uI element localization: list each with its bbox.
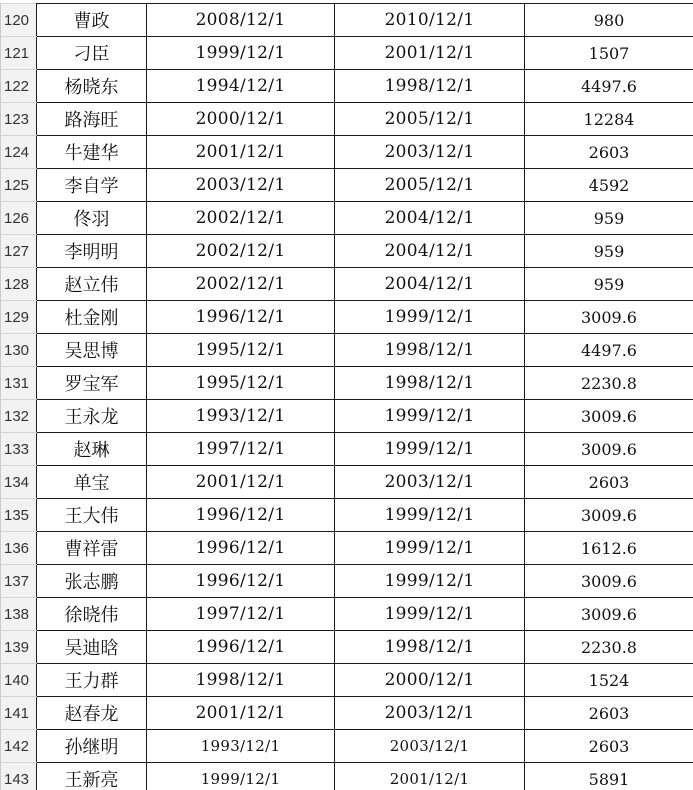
start-date-cell[interactable]: 1996/12/1	[147, 301, 335, 334]
start-date-cell[interactable]: 1997/12/1	[147, 433, 335, 466]
table-row	[1, 697, 693, 730]
name-cell[interactable]: 王永龙	[37, 400, 147, 433]
amount-cell[interactable]: 2603	[525, 136, 693, 169]
amount-cell[interactable]: 2603	[525, 697, 693, 730]
end-date-cell[interactable]: 1999/12/1	[335, 400, 525, 433]
table-row	[1, 136, 693, 169]
name-cell[interactable]: 李自学	[37, 169, 147, 202]
name-cell[interactable]: 张志鹏	[37, 565, 147, 598]
amount-cell[interactable]: 959	[525, 235, 693, 268]
start-date-cell[interactable]: 1998/12/1	[147, 664, 335, 697]
end-date-cell[interactable]: 1999/12/1	[335, 301, 525, 334]
row-header[interactable]: 124	[1, 136, 37, 169]
table-row	[1, 301, 693, 334]
row-header[interactable]: 142	[1, 730, 37, 763]
name-cell[interactable]: 单宝	[37, 466, 147, 499]
end-date-cell[interactable]: 2005/12/1	[335, 169, 525, 202]
name-cell[interactable]: 吴迪晗	[37, 631, 147, 664]
amount-cell[interactable]: 4497.6	[525, 70, 693, 103]
name-cell[interactable]: 曹祥雷	[37, 532, 147, 565]
amount-cell[interactable]: 3009.6	[525, 400, 693, 433]
table-row	[1, 565, 693, 598]
end-date-cell[interactable]: 2004/12/1	[335, 235, 525, 268]
table-row	[1, 4, 693, 37]
end-date-cell[interactable]: 2003/12/1	[335, 136, 525, 169]
row-header[interactable]: 140	[1, 664, 37, 697]
table-row	[1, 532, 693, 565]
amount-cell[interactable]: 3009.6	[525, 433, 693, 466]
end-date-cell[interactable]: 2003/12/1	[335, 697, 525, 730]
end-date-cell[interactable]: 1999/12/1	[335, 565, 525, 598]
table-row	[1, 631, 693, 664]
row-header[interactable]: 141	[1, 697, 37, 730]
name-cell[interactable]: 牛建华	[37, 136, 147, 169]
start-date-cell[interactable]: 2000/12/1	[147, 103, 335, 136]
end-date-cell[interactable]: 1998/12/1	[335, 631, 525, 664]
start-date-cell[interactable]: 1996/12/1	[147, 565, 335, 598]
table-row	[1, 202, 693, 235]
table-row	[1, 37, 693, 70]
amount-cell[interactable]: 1524	[525, 664, 693, 697]
end-date-cell[interactable]: 1999/12/1	[335, 433, 525, 466]
row-header[interactable]: 132	[1, 400, 37, 433]
end-date-cell[interactable]: 2000/12/1	[335, 664, 525, 697]
amount-cell[interactable]: 2603	[525, 730, 693, 763]
start-date-cell[interactable]: 2003/12/1	[147, 169, 335, 202]
table-row	[1, 169, 693, 202]
start-date-cell[interactable]: 1996/12/1	[147, 499, 335, 532]
amount-cell[interactable]: 3009.6	[525, 301, 693, 334]
start-date-cell[interactable]: 1995/12/1	[147, 334, 335, 367]
row-header[interactable]: 131	[1, 367, 37, 400]
row-header[interactable]: 127	[1, 235, 37, 268]
end-date-cell[interactable]: 1998/12/1	[335, 334, 525, 367]
name-cell[interactable]: 杜金刚	[37, 301, 147, 334]
row-header[interactable]: 134	[1, 466, 37, 499]
table-row	[1, 70, 693, 103]
table-row	[1, 466, 693, 499]
end-date-cell[interactable]: 1998/12/1	[335, 70, 525, 103]
row-header[interactable]: 125	[1, 169, 37, 202]
start-date-cell[interactable]: 2001/12/1	[147, 136, 335, 169]
row-header[interactable]: 129	[1, 301, 37, 334]
start-date-cell[interactable]: 2002/12/1	[147, 268, 335, 301]
row-header[interactable]: 128	[1, 268, 37, 301]
amount-cell[interactable]: 4497.6	[525, 334, 693, 367]
name-cell[interactable]: 王新亮	[37, 763, 147, 790]
row-header[interactable]: 138	[1, 598, 37, 631]
name-cell[interactable]: 刁臣	[37, 37, 147, 70]
end-date-cell[interactable]: 1999/12/1	[335, 532, 525, 565]
amount-cell[interactable]: 4592	[525, 169, 693, 202]
amount-cell[interactable]: 3009.6	[525, 565, 693, 598]
start-date-cell[interactable]: 2001/12/1	[147, 697, 335, 730]
name-cell[interactable]: 王力群	[37, 664, 147, 697]
row-header[interactable]: 139	[1, 631, 37, 664]
table-row	[1, 664, 693, 697]
amount-cell[interactable]: 1612.6	[525, 532, 693, 565]
name-cell[interactable]: 路海旺	[37, 103, 147, 136]
row-header[interactable]: 120	[1, 4, 37, 37]
start-date-cell[interactable]: 1996/12/1	[147, 631, 335, 664]
row-header[interactable]: 123	[1, 103, 37, 136]
table-row	[1, 400, 693, 433]
table-row	[1, 730, 693, 763]
start-date-cell[interactable]: 2002/12/1	[147, 202, 335, 235]
amount-cell[interactable]: 3009.6	[525, 499, 693, 532]
start-date-cell[interactable]: 1999/12/1	[147, 763, 335, 790]
start-date-cell[interactable]: 1995/12/1	[147, 367, 335, 400]
amount-cell[interactable]: 959	[525, 268, 693, 301]
name-cell[interactable]: 赵春龙	[37, 697, 147, 730]
name-cell[interactable]: 赵立伟	[37, 268, 147, 301]
end-date-cell[interactable]: 1999/12/1	[335, 598, 525, 631]
row-header[interactable]: 143	[1, 763, 37, 790]
start-date-cell[interactable]: 2001/12/1	[147, 466, 335, 499]
name-cell[interactable]: 杨晓东	[37, 70, 147, 103]
amount-cell[interactable]: 980	[525, 4, 693, 37]
amount-cell[interactable]: 3009.6	[525, 598, 693, 631]
end-date-cell[interactable]: 2004/12/1	[335, 202, 525, 235]
amount-cell[interactable]: 959	[525, 202, 693, 235]
row-header[interactable]: 133	[1, 433, 37, 466]
data-table	[0, 3, 693, 790]
end-date-cell[interactable]: 2001/12/1	[335, 37, 525, 70]
name-cell[interactable]: 赵琳	[37, 433, 147, 466]
table-row	[1, 367, 693, 400]
start-date-cell[interactable]: 1999/12/1	[147, 37, 335, 70]
end-date-cell[interactable]: 2004/12/1	[335, 268, 525, 301]
start-date-cell[interactable]: 1993/12/1	[147, 400, 335, 433]
name-cell[interactable]: 王大伟	[37, 499, 147, 532]
end-date-cell[interactable]: 2001/12/1	[335, 763, 525, 790]
table-row	[1, 598, 693, 631]
table-body	[1, 4, 693, 790]
start-date-cell[interactable]: 1993/12/1	[147, 730, 335, 763]
start-date-cell[interactable]: 1996/12/1	[147, 532, 335, 565]
end-date-cell[interactable]: 2010/12/1	[335, 4, 525, 37]
table-row	[1, 499, 693, 532]
end-date-cell[interactable]: 1998/12/1	[335, 367, 525, 400]
name-cell[interactable]: 罗宝军	[37, 367, 147, 400]
start-date-cell[interactable]: 2008/12/1	[147, 4, 335, 37]
start-date-cell[interactable]: 1994/12/1	[147, 70, 335, 103]
name-cell[interactable]: 曹政	[37, 4, 147, 37]
name-cell[interactable]: 佟羽	[37, 202, 147, 235]
row-header[interactable]: 122	[1, 70, 37, 103]
amount-cell[interactable]: 5891	[525, 763, 693, 790]
amount-cell[interactable]: 12284	[525, 103, 693, 136]
table-row	[1, 103, 693, 136]
table-row	[1, 235, 693, 268]
row-header[interactable]: 136	[1, 532, 37, 565]
row-header[interactable]: 137	[1, 565, 37, 598]
row-header[interactable]: 135	[1, 499, 37, 532]
end-date-cell[interactable]: 1999/12/1	[335, 499, 525, 532]
name-cell[interactable]: 李明明	[37, 235, 147, 268]
table-row	[1, 763, 693, 790]
end-date-cell[interactable]: 2003/12/1	[335, 466, 525, 499]
table-row	[1, 268, 693, 301]
end-date-cell[interactable]: 2005/12/1	[335, 103, 525, 136]
row-header[interactable]: 126	[1, 202, 37, 235]
start-date-cell[interactable]: 1997/12/1	[147, 598, 335, 631]
name-cell[interactable]: 吴思博	[37, 334, 147, 367]
table-row	[1, 334, 693, 367]
table-row	[1, 433, 693, 466]
amount-cell[interactable]: 2603	[525, 466, 693, 499]
start-date-cell[interactable]: 2002/12/1	[147, 235, 335, 268]
end-date-cell[interactable]: 2003/12/1	[335, 730, 525, 763]
row-header[interactable]: 130	[1, 334, 37, 367]
name-cell[interactable]: 徐晓伟	[37, 598, 147, 631]
amount-cell[interactable]: 2230.8	[525, 367, 693, 400]
amount-cell[interactable]: 1507	[525, 37, 693, 70]
amount-cell[interactable]: 2230.8	[525, 631, 693, 664]
name-cell[interactable]: 孙继明	[37, 730, 147, 763]
row-header[interactable]: 121	[1, 37, 37, 70]
